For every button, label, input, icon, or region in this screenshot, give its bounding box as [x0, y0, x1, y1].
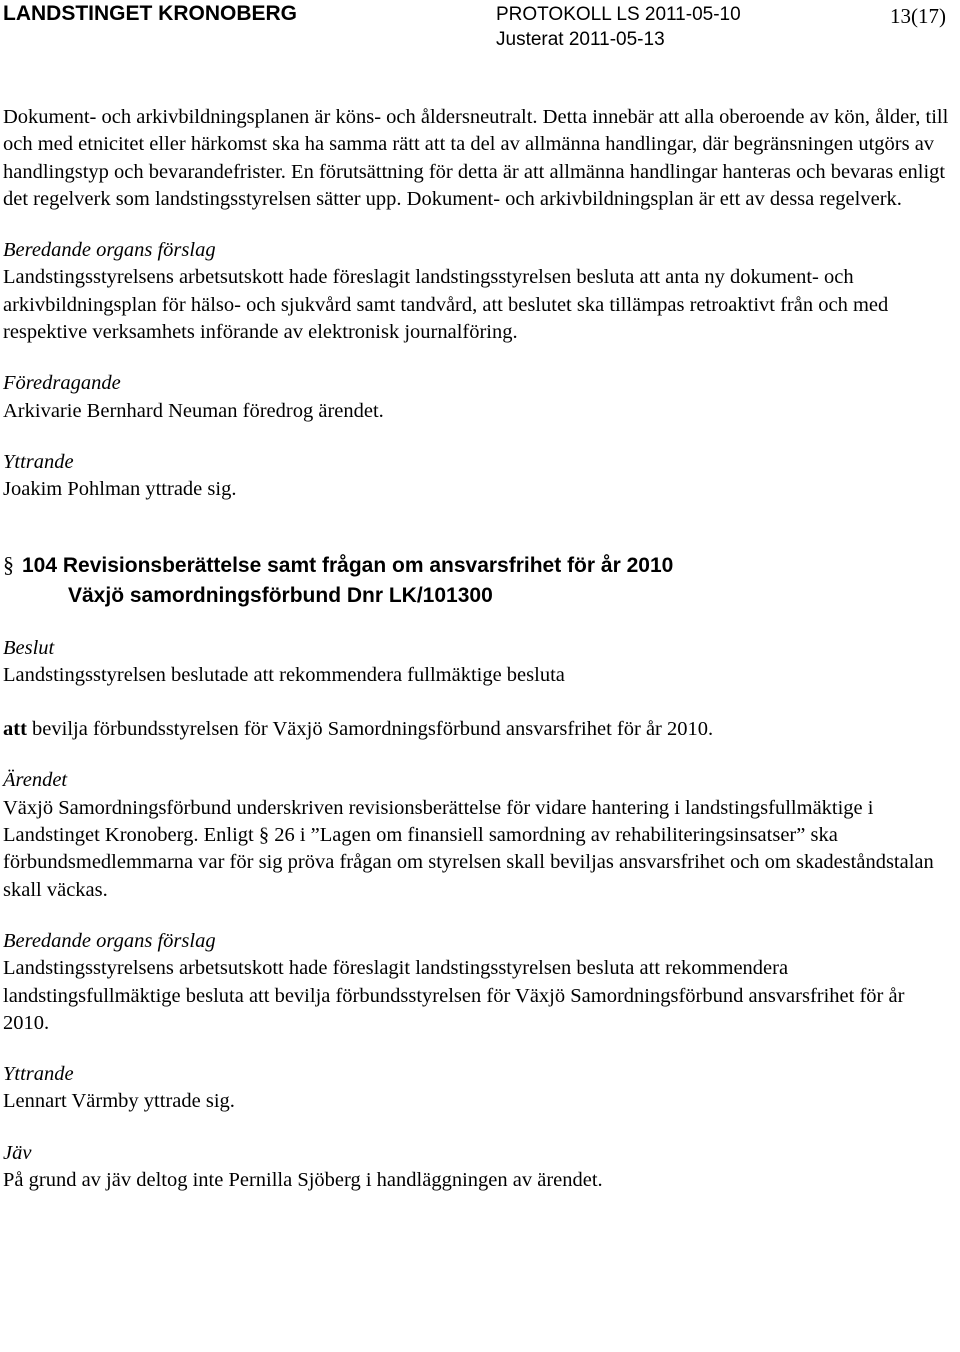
- statement2-heading: Yttrande: [3, 1063, 74, 1086]
- statement-heading: Yttrande: [3, 450, 74, 473]
- item-title-line1: 104 Revisionsberättelse samt frågan om ansvarsfrihet för år 2010: [22, 553, 674, 577]
- att-text: bevilja förbundsstyrelsen för Växjö Samordningsförbund ansvarsfrihet för år 2010.: [26, 718, 714, 741]
- org-name: LANDSTINGET KRONOBERG: [3, 2, 297, 25]
- item-title-line2: Växjö samordningsförbund Dnr LK/101300: [68, 583, 493, 607]
- decision-text: Landstingsstyrelsen beslutade att rekommendera fullmäktige besluta: [3, 663, 565, 686]
- proposal-text: Landstingsstyrelsens arbetsutskott hade föreslagit landstingsstyrelsen besluta att anta ny dokument- och arkivbildningsplan för hälso- och sjukvård samt tandvård, att beslutet ska tillämpas retroaktivt från och med respektive verksamhets införande av elektronisk journalföring.: [3, 266, 889, 344]
- matter-text: Växjö Samordningsförbund underskriven revisionsberättelse för vidare hantering i landstingsfullmäktige i Landstinget Kronoberg. Enligt § 26 i ”Lagen om finansiell samordning av rehabiliteringsinsatser” ska förbundsmedlemmarna var för sig pröva frågan om styrelsen skall beviljas ansvarsfrihet och om skadeståndstalan skall väckas.: [3, 796, 934, 901]
- decision-att-clause: [3, 716, 953, 743]
- decision-heading: Beslut: [3, 636, 55, 659]
- rapporteur-heading: Föredragande: [3, 372, 121, 395]
- conflict-text: På grund av jäv deltog inte Pernilla Sjöberg i handläggningen av ärendet.: [3, 1169, 603, 1192]
- proposal2-text: Landstingsstyrelsens arbetsutskott hade föreslagit landstingsstyrelsen besluta att rekommendera landstingsfullmäktige besluta att bevilja förbundsstyrelsen för Växjö Samordningsförbund ansvarsfrihet för år 2010.: [3, 957, 905, 1034]
- conflict-heading: Jäv: [3, 1141, 32, 1164]
- protocol-info: [496, 2, 741, 52]
- document-body: [3, 104, 953, 1194]
- statement2-text: Lennart Värmby yttrade sig.: [3, 1090, 235, 1113]
- statement-text: Joakim Pohlman yttrade sig.: [3, 478, 237, 501]
- section-sign: §: [3, 551, 14, 577]
- adjusted-date: Justerat 2011-05-13: [496, 29, 665, 50]
- proposal2-heading: Beredande organs förslag: [3, 929, 216, 952]
- matter-heading: Ärendet: [3, 769, 68, 792]
- att-word: att: [3, 718, 27, 741]
- item-104-title: [3, 550, 953, 611]
- page-number: 13(17): [890, 4, 946, 28]
- rapporteur-text: Arkivarie Bernhard Neuman föredrog ärendet.: [3, 399, 384, 422]
- protocol-date: PROTOKOLL LS 2011-05-10: [496, 4, 741, 25]
- intro-paragraph: Dokument- och arkivbildningsplanen är köns- och åldersneutralt. Detta innebär att alla oberoende av kön, ålder, till och med etnicitet eller härkomst ska ha samma rätt att ta del av allmänna handlingar, där begränsningen utgörs av handlingstyp och bevarandefrister. En förutsättning för detta är att allmänna handlingar hanteras och bevaras enligt det regelverk som landstingsstyrelsen sätter upp. Dokument- och arkivbildningsplan är ett av dessa regelverk.: [3, 106, 949, 210]
- proposal-heading: Beredande organs förslag: [3, 239, 216, 262]
